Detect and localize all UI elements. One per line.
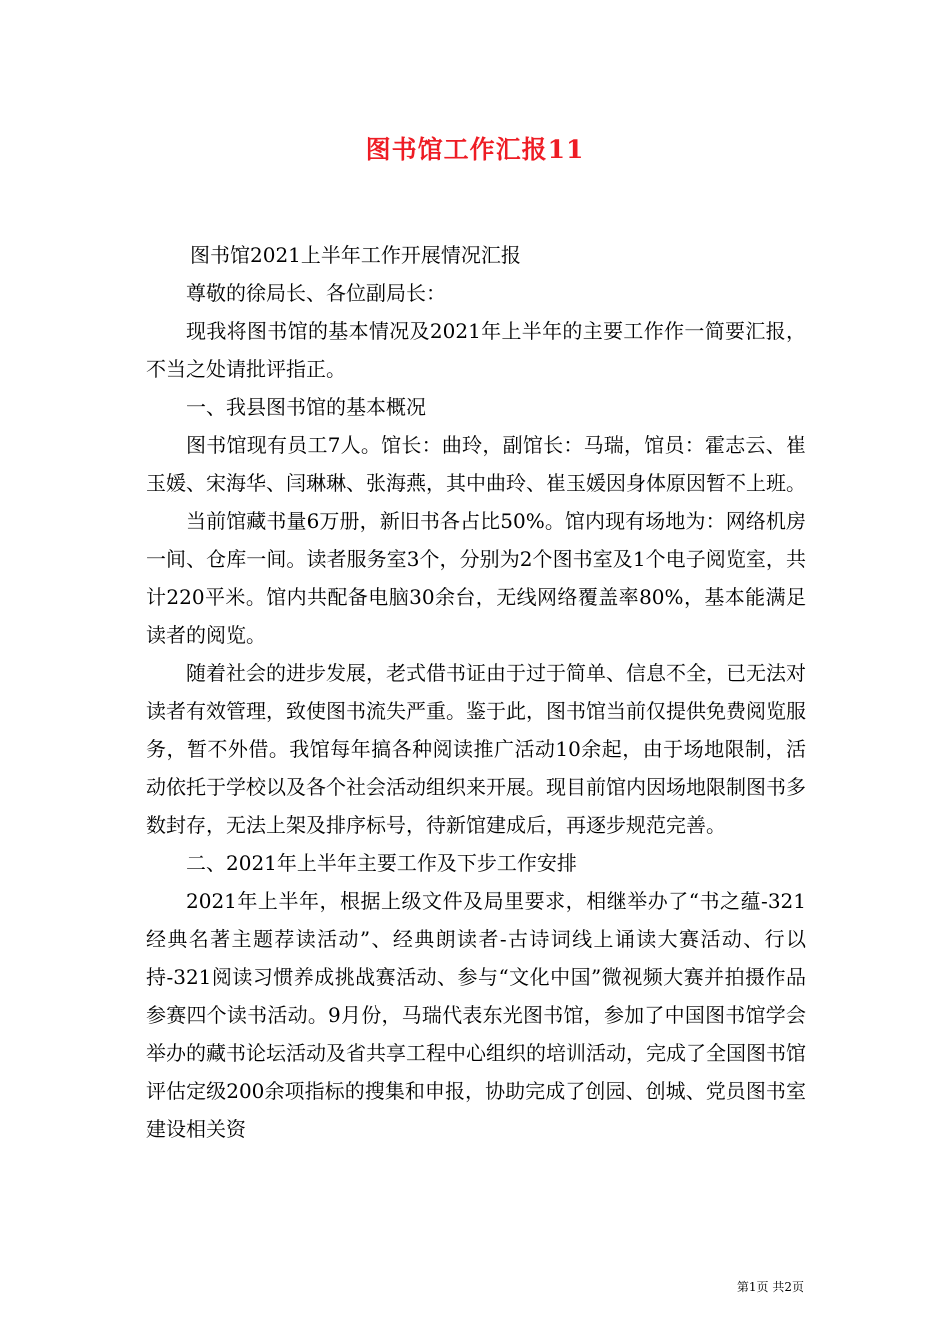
service-paragraph: 随着社会的进步发展，老式借书证由于过于简单、信息不全，已无法对读者有效管理，致使图书流失严重。鉴于此，图书馆当前仅提供免费阅览服务，暂不外借。我馆每年搞各种阅读推广活动10余起，由于场地限制，活动依托于学校以及各个社会活动组织来开展。现目前馆内因场地限制图书多数封存，无法上架及排序标号，待新馆建成后，再逐步规范完善。 (146, 661, 806, 837)
staff-paragraph: 图书馆现有员工7人。馆长：曲玲，副馆长：马瑞，馆员：霍志云、崔玉媛、宋海华、闫琳琳、张海燕，其中曲玲、崔玉媛因身体原因暂不上班。 (146, 433, 806, 495)
collection-paragraph: 当前馆藏书量6万册，新旧书各占比50%。馆内现有场地为：网络机房一间、仓库一间。读者服务室3个，分别为2个图书室及1个电子阅览室，共计220平米。馆内共配备电脑30余台，无线网络覆盖率80%，基本能满足读者的阅览。 (146, 509, 806, 647)
section-heading-2: 二、2021年上半年主要工作及下步工作安排 (186, 851, 577, 875)
document-title: 图书馆工作汇报11 (365, 135, 585, 164)
page-number: 第1页 共2页 (736, 1280, 804, 1294)
intro-paragraph: 现我将图书馆的基本情况及2021年上半年的主要工作作一简要汇报，不当之处请批评指正。 (146, 319, 806, 381)
work-paragraph: 2021年上半年，根据上级文件及局里要求，相继举办了“书之蕴-321经典名著主题荐读活动”、经典朗读者-古诗词线上诵读大赛活动、行以持-321阅读习惯养成挑战赛活动、参与“文化中国”微视频大赛并拍摄作品参赛四个读书活动。9月份，马瑞代表东光图书馆，参加了中国图书馆学会举办的藏书论坛活动及省共享工程中心组织的培训活动，完成了全国图书馆评估定级200余项指标的搜集和申报，协助完成了创园、创城、党员图书室建设相关资 (146, 889, 806, 1141)
section-heading-1: 一、我县图书馆的基本概况 (186, 395, 426, 419)
report-subtitle: 图书馆2021上半年工作开展情况汇报 (190, 243, 521, 267)
document-body (146, 236, 806, 1148)
salutation: 尊敬的徐局长、各位副局长： (186, 281, 446, 305)
